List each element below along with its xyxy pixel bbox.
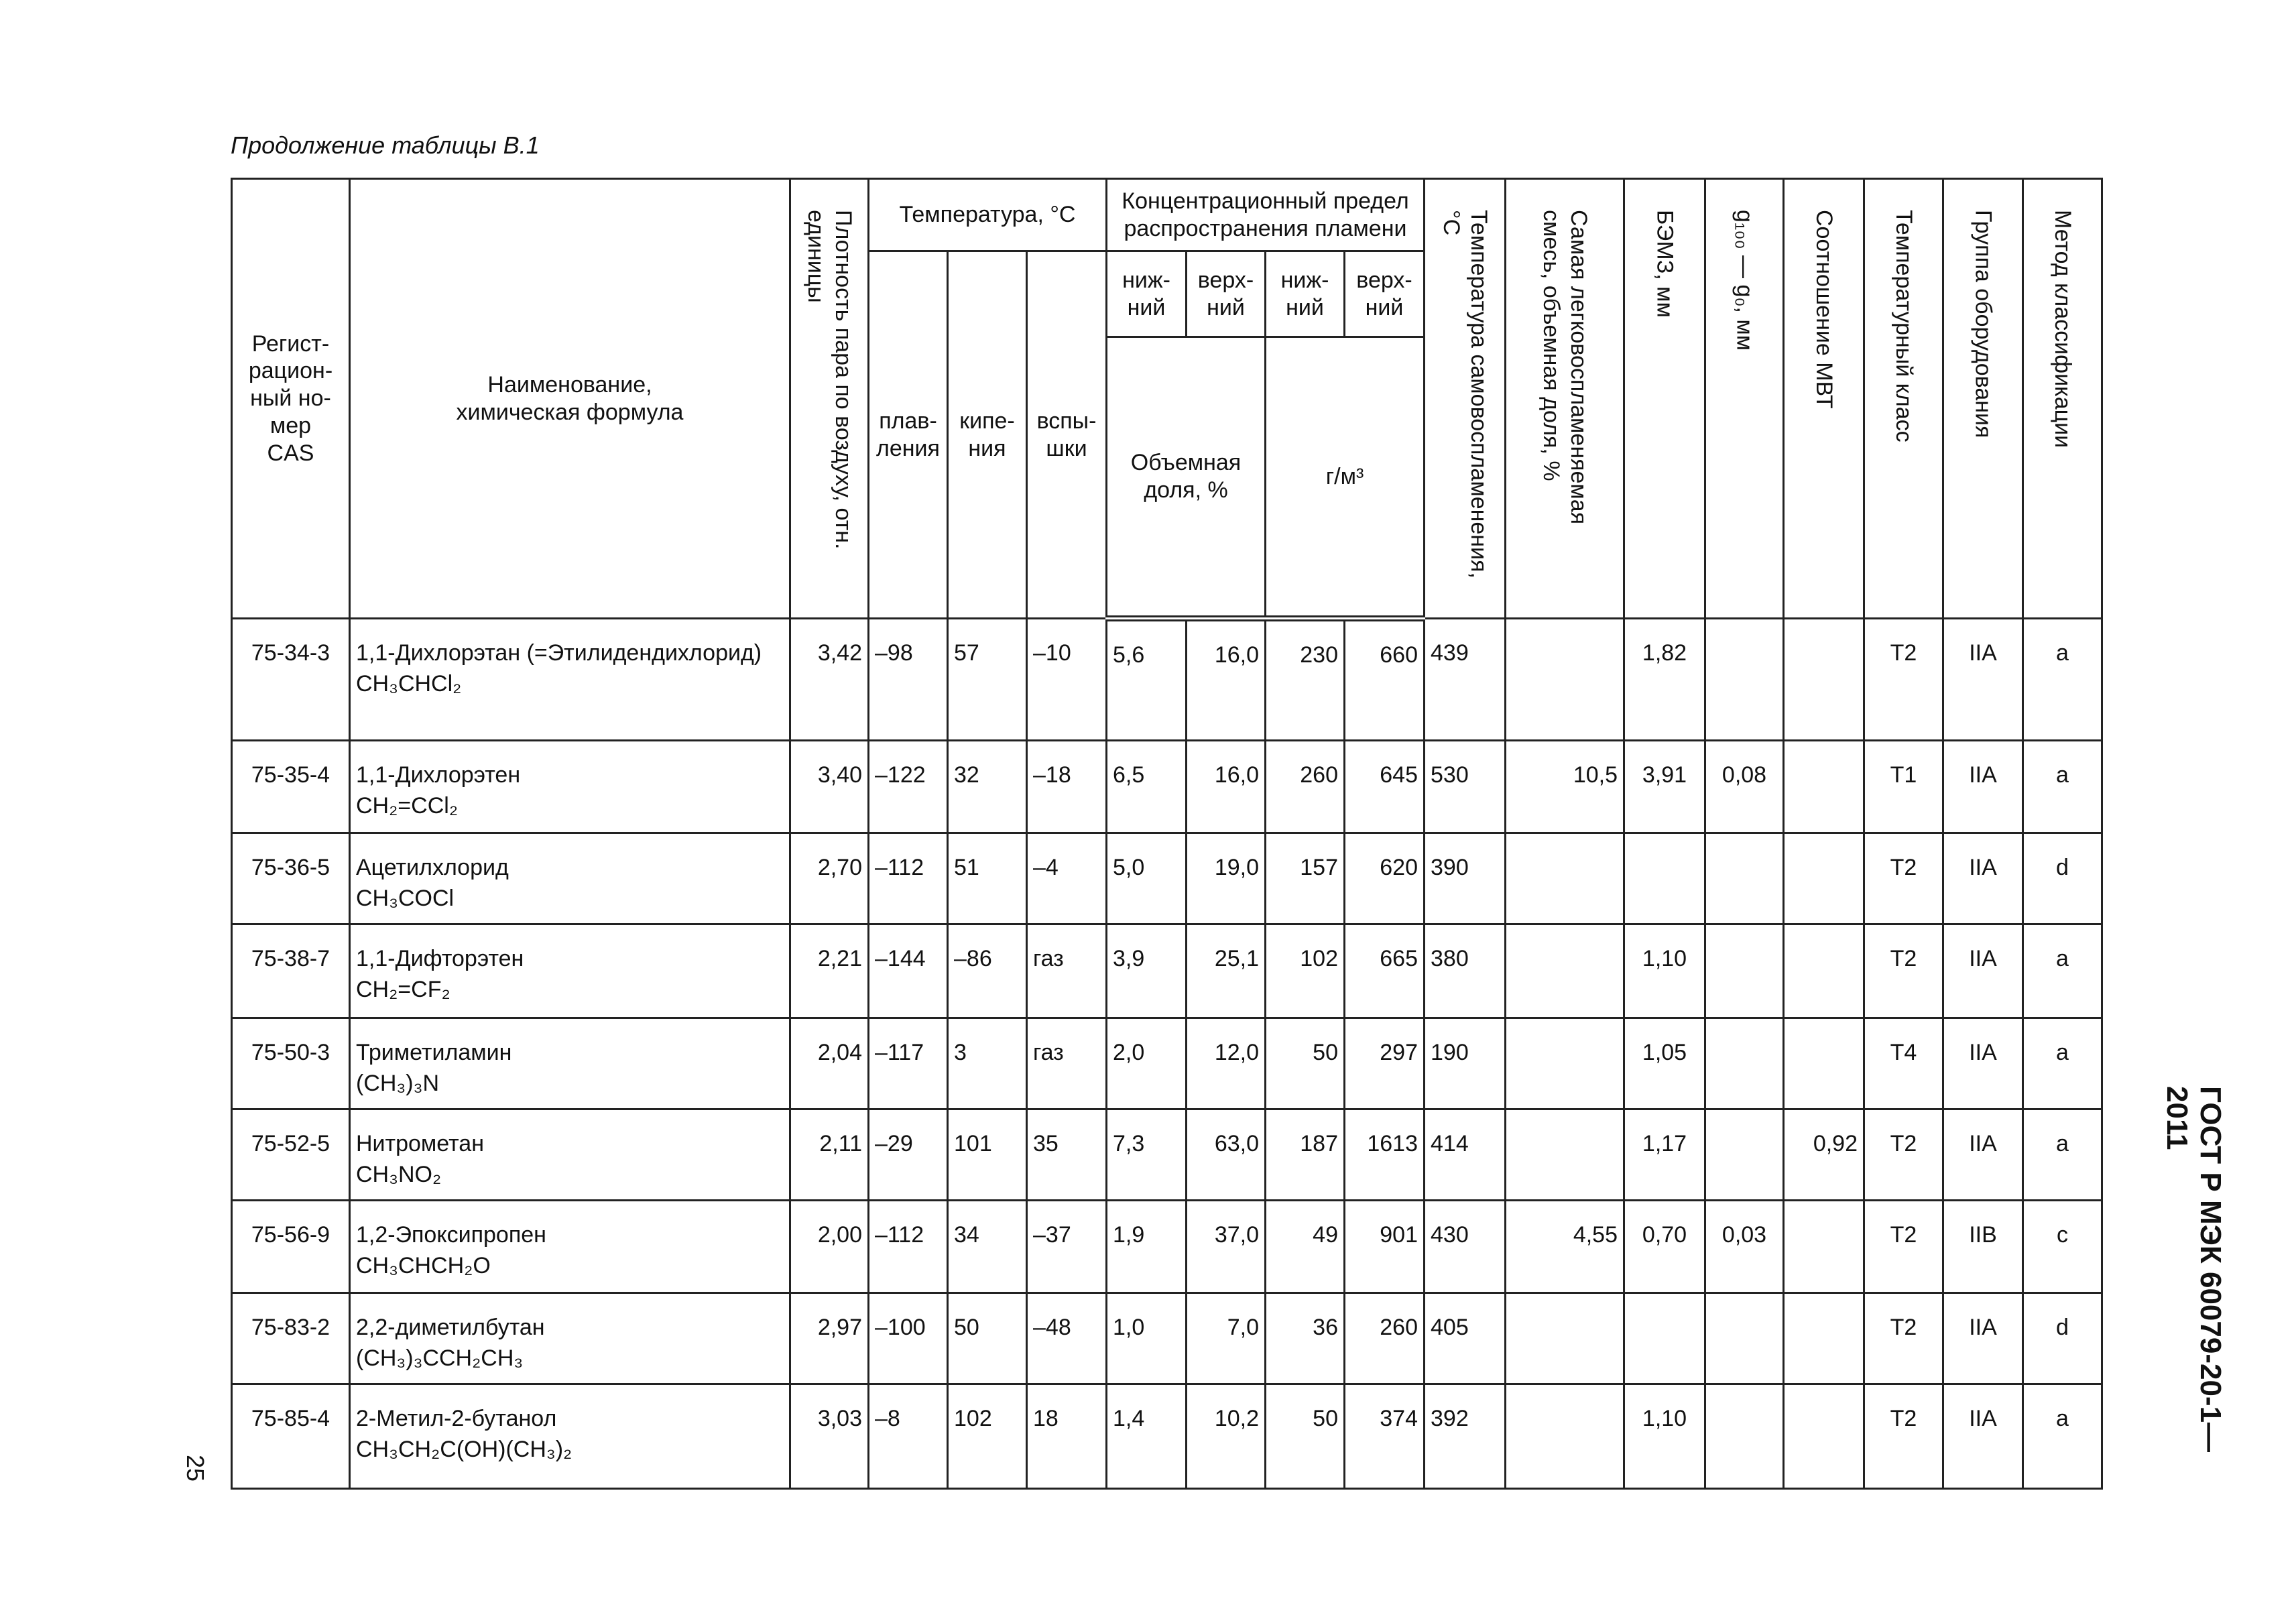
cell-temp-class: T4 bbox=[1864, 1018, 1943, 1109]
substance-name: Триметиламин bbox=[356, 1040, 512, 1065]
header-temperature: Температура, °С bbox=[869, 179, 1107, 251]
cell-vol-upper: 19,0 bbox=[1187, 833, 1266, 924]
cell-flash: –10 bbox=[1027, 619, 1107, 741]
chemical-formula: CH₂=CCl₂ bbox=[356, 792, 459, 819]
header-g-upper: верх-ний bbox=[1345, 251, 1425, 337]
cell-cas: 75-35-4 bbox=[232, 741, 350, 833]
cell-most-ignitable-mix: 10,5 bbox=[1506, 741, 1624, 833]
table-caption: Продолжение таблицы В.1 bbox=[231, 131, 540, 159]
cell-temp-class: T2 bbox=[1864, 619, 1943, 741]
cell-g-lower: 187 bbox=[1266, 1109, 1345, 1201]
cell-bemz: 1,82 bbox=[1624, 619, 1705, 741]
header-volume-fraction: Объемная доля, % bbox=[1107, 337, 1266, 619]
table-row bbox=[232, 741, 2102, 833]
cell-g100-g0 bbox=[1705, 1384, 1784, 1489]
cell-vol-upper: 25,1 bbox=[1187, 924, 1266, 1018]
cell-vol-lower: 5,6 bbox=[1107, 619, 1187, 741]
cell-autoignition: 380 bbox=[1425, 924, 1506, 1018]
cell-temp-class: T2 bbox=[1864, 1384, 1943, 1489]
cell-mvt-ratio bbox=[1784, 833, 1864, 924]
cell-g-lower: 157 bbox=[1266, 833, 1345, 924]
cell-boiling: 3 bbox=[948, 1018, 1027, 1109]
cell-vol-upper: 10,2 bbox=[1187, 1384, 1266, 1489]
cell-method: a bbox=[2023, 619, 2102, 741]
cell-mvt-ratio bbox=[1784, 1384, 1864, 1489]
cell-autoignition: 439 bbox=[1425, 619, 1506, 741]
chemical-formula: CH₂=CF₂ bbox=[356, 976, 450, 1002]
header-bemz: БЭМЗ, мм bbox=[1624, 179, 1705, 619]
cell-autoignition: 392 bbox=[1425, 1384, 1506, 1489]
cell-vol-upper: 16,0 bbox=[1187, 741, 1266, 833]
cell-melting: –144 bbox=[869, 924, 948, 1018]
cell-cas: 75-52-5 bbox=[232, 1109, 350, 1201]
cell-flash: газ bbox=[1027, 1018, 1107, 1109]
cell-g-upper: 374 bbox=[1345, 1384, 1425, 1489]
cell-g100-g0: 0,03 bbox=[1705, 1201, 1784, 1293]
cell-flash: –48 bbox=[1027, 1293, 1107, 1384]
cell-g-lower: 36 bbox=[1266, 1293, 1345, 1384]
cell-most-ignitable-mix bbox=[1506, 1384, 1624, 1489]
cell-boiling: 32 bbox=[948, 741, 1027, 833]
cell-flash: газ bbox=[1027, 924, 1107, 1018]
cell-density: 3,42 bbox=[790, 619, 869, 741]
cell-name bbox=[350, 1384, 790, 1489]
cell-bemz: 1,05 bbox=[1624, 1018, 1705, 1109]
cell-bemz: 0,70 bbox=[1624, 1201, 1705, 1293]
cell-equipment-group: IIB bbox=[1943, 1201, 2023, 1293]
header-gm3: г/м³ bbox=[1266, 337, 1425, 619]
cell-g100-g0 bbox=[1705, 1109, 1784, 1201]
cell-bemz: 1,10 bbox=[1624, 924, 1705, 1018]
cell-name bbox=[350, 1293, 790, 1384]
cell-density: 2,00 bbox=[790, 1201, 869, 1293]
substance-name: Нитрометан bbox=[356, 1131, 484, 1156]
cell-flash: 35 bbox=[1027, 1109, 1107, 1201]
cell-g100-g0 bbox=[1705, 1018, 1784, 1109]
cell-melting: –122 bbox=[869, 741, 948, 833]
cell-method: d bbox=[2023, 833, 2102, 924]
cell-boiling: 51 bbox=[948, 833, 1027, 924]
cell-boiling: 34 bbox=[948, 1201, 1027, 1293]
cell-most-ignitable-mix bbox=[1506, 619, 1624, 741]
standard-designation: ГОСТ Р МЭК 60079-20-1—2011 bbox=[2161, 1086, 2227, 1453]
chemical-formula: CH₃CHCl₂ bbox=[356, 670, 462, 697]
substances-table bbox=[231, 178, 2103, 1490]
cell-flash: –18 bbox=[1027, 741, 1107, 833]
cell-bemz: 1,10 bbox=[1624, 1384, 1705, 1489]
cell-most-ignitable-mix: 4,55 bbox=[1506, 1201, 1624, 1293]
chemical-formula: (CH₃)₃CCH₂CH₃ bbox=[356, 1345, 524, 1371]
table-row bbox=[232, 833, 2102, 924]
header-mvt-ratio: Соотношение МВТ bbox=[1784, 179, 1864, 619]
table-row bbox=[232, 1293, 2102, 1384]
cell-density: 3,40 bbox=[790, 741, 869, 833]
cell-autoignition: 414 bbox=[1425, 1109, 1506, 1201]
cell-g100-g0 bbox=[1705, 924, 1784, 1018]
cell-g100-g0 bbox=[1705, 619, 1784, 741]
cell-temp-class: T2 bbox=[1864, 1201, 1943, 1293]
substance-name: 1,2-Эпоксипропен bbox=[356, 1222, 546, 1248]
substance-name: 2,2-диметилбутан bbox=[356, 1315, 545, 1340]
header-cas: Регист-рацион-ный но-мер CAS bbox=[232, 179, 350, 619]
cell-g-upper: 260 bbox=[1345, 1293, 1425, 1384]
cell-g-lower: 260 bbox=[1266, 741, 1345, 833]
cell-g-upper: 665 bbox=[1345, 924, 1425, 1018]
cell-vol-lower: 7,3 bbox=[1107, 1109, 1187, 1201]
cell-g-upper: 620 bbox=[1345, 833, 1425, 924]
cell-mvt-ratio: 0,92 bbox=[1784, 1109, 1864, 1201]
cell-equipment-group: IIA bbox=[1943, 833, 2023, 924]
table-row bbox=[232, 1109, 2102, 1201]
chemical-formula: CH₃CHCH₂O bbox=[356, 1252, 491, 1278]
table-row bbox=[232, 1384, 2102, 1489]
cell-g-upper: 901 bbox=[1345, 1201, 1425, 1293]
cell-most-ignitable-mix bbox=[1506, 1109, 1624, 1201]
substance-name: Ацетилхлорид bbox=[356, 855, 509, 880]
cell-g100-g0 bbox=[1705, 1293, 1784, 1384]
cell-vol-lower: 3,9 bbox=[1107, 924, 1187, 1018]
header-method: Метод классификации bbox=[2023, 179, 2102, 619]
cell-temp-class: T2 bbox=[1864, 924, 1943, 1018]
cell-most-ignitable-mix bbox=[1506, 1018, 1624, 1109]
cell-cas: 75-36-5 bbox=[232, 833, 350, 924]
cell-boiling: 57 bbox=[948, 619, 1027, 741]
cell-cas: 75-34-3 bbox=[232, 619, 350, 741]
cell-equipment-group: IIA bbox=[1943, 1293, 2023, 1384]
cell-vol-upper: 16,0 bbox=[1187, 619, 1266, 741]
header-density: Плотность пара по воздуху, отн. единицы bbox=[790, 179, 869, 619]
cell-boiling: 102 bbox=[948, 1384, 1027, 1489]
cell-melting: –29 bbox=[869, 1109, 948, 1201]
cell-vol-upper: 63,0 bbox=[1187, 1109, 1266, 1201]
cell-bemz bbox=[1624, 833, 1705, 924]
cell-method: c bbox=[2023, 1201, 2102, 1293]
cell-temp-class: T1 bbox=[1864, 741, 1943, 833]
header-name: Наименование, химическая формула bbox=[350, 179, 790, 619]
cell-mvt-ratio bbox=[1784, 1293, 1864, 1384]
cell-equipment-group: IIA bbox=[1943, 1018, 2023, 1109]
cell-vol-upper: 37,0 bbox=[1187, 1201, 1266, 1293]
cell-equipment-group: IIA bbox=[1943, 741, 2023, 833]
cell-autoignition: 405 bbox=[1425, 1293, 1506, 1384]
cell-method: d bbox=[2023, 1293, 2102, 1384]
cell-flash: 18 bbox=[1027, 1384, 1107, 1489]
cell-g-upper: 660 bbox=[1345, 619, 1425, 741]
cell-boiling: –86 bbox=[948, 924, 1027, 1018]
cell-flash: –4 bbox=[1027, 833, 1107, 924]
cell-name bbox=[350, 924, 790, 1018]
chemical-formula: CH₃NO₂ bbox=[356, 1161, 442, 1187]
cell-g-lower: 49 bbox=[1266, 1201, 1345, 1293]
cell-melting: –117 bbox=[869, 1018, 948, 1109]
cell-bemz: 1,17 bbox=[1624, 1109, 1705, 1201]
cell-mvt-ratio bbox=[1784, 741, 1864, 833]
header-melting: плав-ления bbox=[869, 251, 948, 619]
table-row bbox=[232, 1201, 2102, 1293]
cell-method: a bbox=[2023, 1384, 2102, 1489]
header-equipment-group: Группа оборудования bbox=[1943, 179, 2023, 619]
cell-temp-class: T2 bbox=[1864, 1109, 1943, 1201]
cell-cas: 75-56-9 bbox=[232, 1201, 350, 1293]
cell-mvt-ratio bbox=[1784, 1201, 1864, 1293]
cell-method: a bbox=[2023, 924, 2102, 1018]
substance-name: 1,1-Дихлорэтен bbox=[356, 762, 521, 788]
cell-melting: –8 bbox=[869, 1384, 948, 1489]
header-autoignition: Температура самовоспламенения, °С bbox=[1425, 179, 1506, 619]
chemical-formula: (CH₃)₃N bbox=[356, 1070, 439, 1096]
cell-autoignition: 390 bbox=[1425, 833, 1506, 924]
cell-most-ignitable-mix bbox=[1506, 833, 1624, 924]
cell-autoignition: 430 bbox=[1425, 1201, 1506, 1293]
header-boiling: кипе-ния bbox=[948, 251, 1027, 619]
cell-density: 2,11 bbox=[790, 1109, 869, 1201]
cell-name bbox=[350, 741, 790, 833]
cell-name bbox=[350, 1018, 790, 1109]
substance-name: 1,1-Дихлорэтан (=Этилидендихлорид) bbox=[356, 640, 762, 666]
cell-melting: –98 bbox=[869, 619, 948, 741]
cell-g100-g0: 0,08 bbox=[1705, 741, 1784, 833]
cell-g-upper: 645 bbox=[1345, 741, 1425, 833]
cell-density: 3,03 bbox=[790, 1384, 869, 1489]
cell-temp-class: T2 bbox=[1864, 1293, 1943, 1384]
header-flash: вспы-шки bbox=[1027, 251, 1107, 619]
header-g-lower: ниж-ний bbox=[1266, 251, 1345, 337]
cell-equipment-group: IIA bbox=[1943, 924, 2023, 1018]
cell-equipment-group: IIA bbox=[1943, 1109, 2023, 1201]
cell-vol-lower: 1,4 bbox=[1107, 1384, 1187, 1489]
cell-g-lower: 230 bbox=[1266, 619, 1345, 741]
cell-vol-lower: 6,5 bbox=[1107, 741, 1187, 833]
cell-g-upper: 1613 bbox=[1345, 1109, 1425, 1201]
cell-cas: 75-83-2 bbox=[232, 1293, 350, 1384]
cell-vol-lower: 5,0 bbox=[1107, 833, 1187, 924]
cell-boiling: 101 bbox=[948, 1109, 1027, 1201]
cell-method: a bbox=[2023, 741, 2102, 833]
header-concentration-limit: Концентрационный предел распространения пламени bbox=[1107, 179, 1425, 251]
cell-mvt-ratio bbox=[1784, 619, 1864, 741]
header-g100-g0: g₁₀₀ — g₀, мм bbox=[1705, 179, 1784, 619]
cell-density: 2,97 bbox=[790, 1293, 869, 1384]
table-row bbox=[232, 1018, 2102, 1109]
cell-g-lower: 102 bbox=[1266, 924, 1345, 1018]
cell-g100-g0 bbox=[1705, 833, 1784, 924]
cell-density: 2,04 bbox=[790, 1018, 869, 1109]
cell-mvt-ratio bbox=[1784, 1018, 1864, 1109]
cell-g-lower: 50 bbox=[1266, 1018, 1345, 1109]
header-most-ignitable-mix: Самая легковоспламеняемая смесь, объемная доля, % bbox=[1506, 179, 1624, 619]
cell-method: a bbox=[2023, 1018, 2102, 1109]
header-vol-lower: ниж-ний bbox=[1107, 251, 1187, 337]
cell-method: a bbox=[2023, 1109, 2102, 1201]
cell-vol-upper: 12,0 bbox=[1187, 1018, 1266, 1109]
cell-melting: –100 bbox=[869, 1293, 948, 1384]
cell-density: 2,21 bbox=[790, 924, 869, 1018]
cell-name bbox=[350, 1109, 790, 1201]
substance-name: 1,1-Дифторэтен bbox=[356, 946, 524, 971]
page-number: 25 bbox=[182, 1455, 209, 1482]
cell-most-ignitable-mix bbox=[1506, 924, 1624, 1018]
table-row bbox=[232, 619, 2102, 741]
cell-boiling: 50 bbox=[948, 1293, 1027, 1384]
cell-name bbox=[350, 1201, 790, 1293]
cell-name bbox=[350, 619, 790, 741]
cell-equipment-group: IIA bbox=[1943, 619, 2023, 741]
cell-vol-upper: 7,0 bbox=[1187, 1293, 1266, 1384]
cell-autoignition: 530 bbox=[1425, 741, 1506, 833]
table-row bbox=[232, 924, 2102, 1018]
cell-cas: 75-38-7 bbox=[232, 924, 350, 1018]
cell-density: 2,70 bbox=[790, 833, 869, 924]
cell-g-upper: 297 bbox=[1345, 1018, 1425, 1109]
chemical-formula: CH₃COCl bbox=[356, 885, 455, 911]
cell-cas: 75-50-3 bbox=[232, 1018, 350, 1109]
header-vol-upper: верх-ний bbox=[1187, 251, 1266, 337]
cell-equipment-group: IIA bbox=[1943, 1384, 2023, 1489]
cell-most-ignitable-mix bbox=[1506, 1293, 1624, 1384]
cell-name bbox=[350, 833, 790, 924]
cell-melting: –112 bbox=[869, 833, 948, 924]
cell-vol-lower: 1,0 bbox=[1107, 1293, 1187, 1384]
cell-melting: –112 bbox=[869, 1201, 948, 1293]
cell-bemz: 3,91 bbox=[1624, 741, 1705, 833]
chemical-formula: CH₃CH₂C(OH)(CH₃)₂ bbox=[356, 1436, 572, 1462]
cell-flash: –37 bbox=[1027, 1201, 1107, 1293]
substance-name: 2-Метил-2-бутанол bbox=[356, 1406, 557, 1431]
cell-g-lower: 50 bbox=[1266, 1384, 1345, 1489]
cell-bemz bbox=[1624, 1293, 1705, 1384]
cell-autoignition: 190 bbox=[1425, 1018, 1506, 1109]
header-temp-class: Температурный класс bbox=[1864, 179, 1943, 619]
cell-mvt-ratio bbox=[1784, 924, 1864, 1018]
cell-temp-class: T2 bbox=[1864, 833, 1943, 924]
cell-vol-lower: 2,0 bbox=[1107, 1018, 1187, 1109]
cell-cas: 75-85-4 bbox=[232, 1384, 350, 1489]
cell-vol-lower: 1,9 bbox=[1107, 1201, 1187, 1293]
